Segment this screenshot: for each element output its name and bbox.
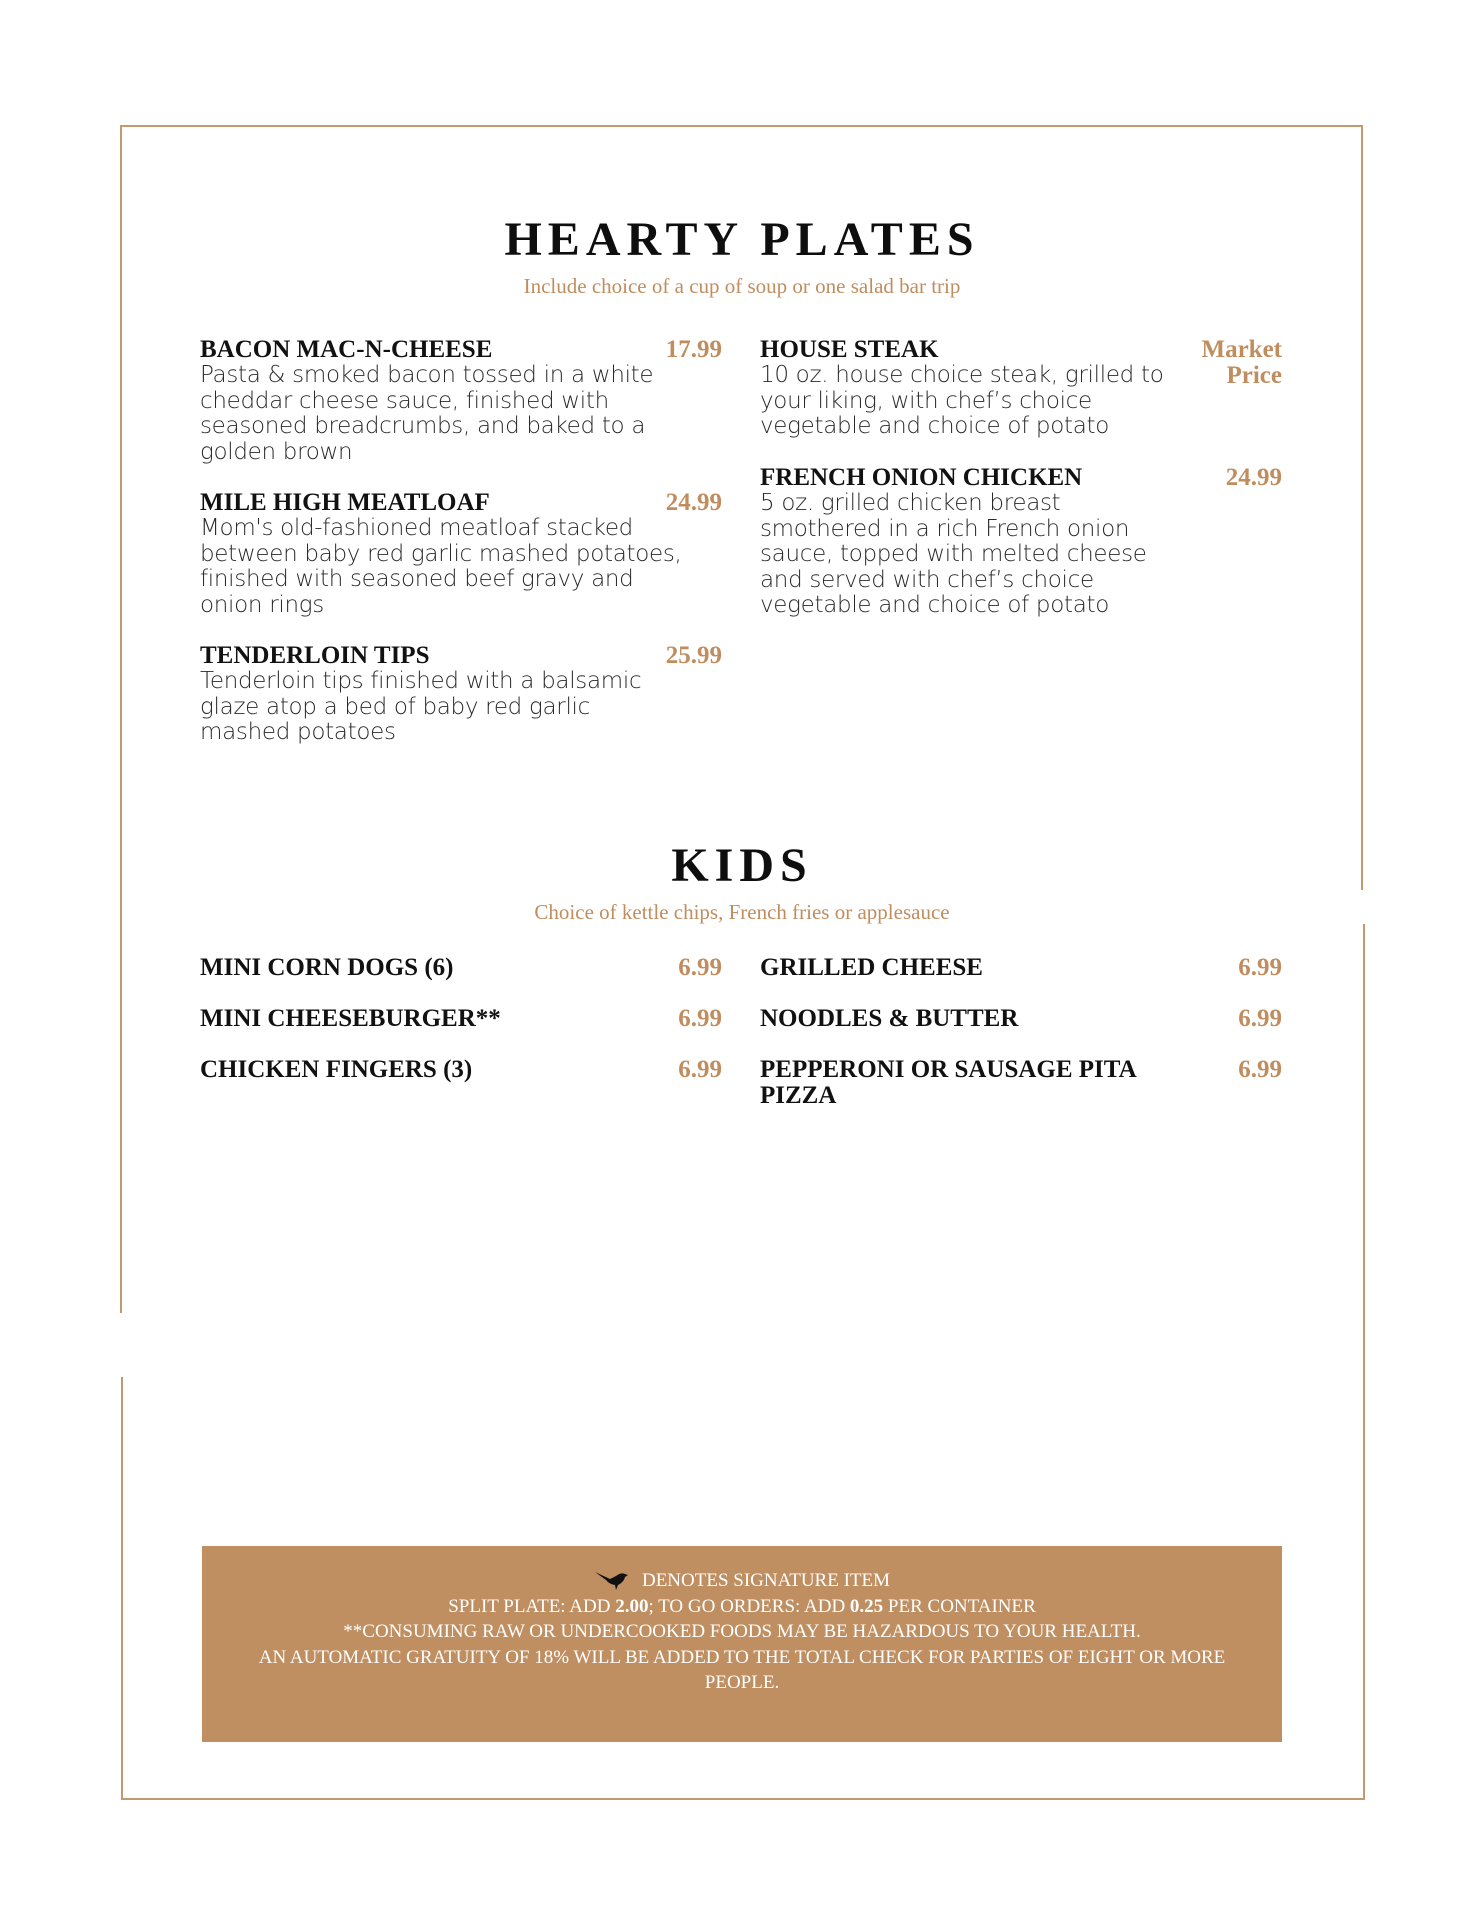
item-description: Mom's old-fashioned meatloaf stacked between baby red garlic mashed potatoes, finished with seasoned beef gravy and onion rings (200, 515, 682, 618)
item-price: 25.99 (665, 642, 722, 669)
item-price-line-1: Market (1201, 336, 1282, 363)
item-price: 6.99 (678, 1005, 722, 1032)
item-description: Tenderloin tips finished with a balsamic glaze atop a bed of baby red garlic mashed potatoes (200, 668, 642, 745)
to-go-amount: 0.25 (849, 1595, 884, 1617)
split-plate-label: SPLIT PLATE: ADD (448, 1595, 616, 1617)
split-plate-line (202, 1594, 1282, 1620)
item-price: 24.99 (1225, 464, 1282, 491)
frame-top-border (120, 125, 1362, 127)
item-price: 6.99 (1238, 1056, 1282, 1083)
pheasant-icon (594, 1568, 636, 1592)
menu-item-bacon-mac (200, 337, 722, 465)
item-price: 6.99 (1238, 1005, 1282, 1032)
menu-item-tenderloin-tips (200, 643, 722, 746)
kids-subtitle: Choice of kettle chips, French fries or applesauce (534, 900, 950, 924)
item-price (1201, 337, 1282, 389)
item-name: CHICKEN FINGERS (3) (200, 1056, 473, 1083)
hearty-plates-subtitle: Include choice of a cup of soup or one salad bar trip (523, 274, 961, 298)
menu-item-noodles-butter (760, 1006, 1282, 1032)
kids-title: KIDS (671, 839, 813, 892)
item-name: PEPPERONI OR SAUSAGE PITA PIZZA (760, 1056, 1136, 1109)
item-description: Pasta & smoked bacon tossed in a white cheddar cheese sauce, finished with seasoned breadcrumbs, and baked to a golden brown (200, 362, 654, 465)
split-plate-amount: 2.00 (615, 1595, 649, 1617)
frame-left-border-lower (121, 1377, 123, 1798)
item-name: GRILLED CHEESE (760, 954, 983, 981)
footer-notice-box (202, 1546, 1282, 1742)
hearty-plates-title: HEARTY PLATES (504, 213, 980, 266)
raw-food-warning: **CONSUMING RAW OR UNDERCOOKED FOODS MAY BE HAZARDOUS TO YOUR HEALTH. (343, 1621, 1141, 1642)
item-name: TENDERLOIN TIPS (200, 642, 430, 669)
item-description: 5 oz. grilled chicken breast smothered in a rich French onion sauce, topped with melted cheese and served with chef’s choice vegetable and choice of potato (760, 490, 1147, 618)
item-name: NOODLES & BUTTER (760, 1005, 1019, 1032)
item-name: MINI CORN DOGS (6) (200, 954, 454, 981)
item-price: 24.99 (665, 489, 722, 516)
item-price: 6.99 (1238, 954, 1282, 981)
menu-item-french-onion-chicken (760, 465, 1282, 619)
item-price: 17.99 (665, 336, 722, 363)
signature-legend-text: DENOTES SIGNATURE ITEM (641, 1570, 891, 1591)
item-name: MILE HIGH MEATLOAF (200, 489, 490, 516)
menu-item-grilled-cheese (760, 955, 1282, 981)
item-name: HOUSE STEAK (760, 336, 939, 363)
menu-item-chicken-fingers (200, 1057, 722, 1083)
menu-item-pita-pizza (760, 1057, 1282, 1109)
signature-legend (202, 1568, 1282, 1594)
to-go-suffix: PER CONTAINER (883, 1595, 1036, 1617)
menu-item-mini-cheeseburger (200, 1006, 722, 1032)
frame-bottom-border (121, 1798, 1365, 1800)
item-name: MINI CHEESEBURGER** (200, 1005, 501, 1032)
frame-left-border (120, 125, 122, 1313)
item-description: 10 oz. house choice steak, grilled to your liking, with chef’s choice vegetable and choice of potato (760, 362, 1164, 439)
item-price: 6.99 (678, 954, 722, 981)
menu-item-mini-corn-dogs (200, 955, 722, 981)
menu-item-house-steak (760, 337, 1282, 440)
item-name: BACON MAC-N-CHEESE (200, 336, 493, 363)
menu-item-meatloaf (200, 490, 722, 618)
item-price: 6.99 (678, 1056, 722, 1083)
item-name: FRENCH ONION CHICKEN (760, 464, 1083, 491)
item-price-line-2: Price (1226, 362, 1282, 389)
gratuity-notice: AN AUTOMATIC GRATUITY OF 18% WILL BE ADDED TO THE TOTAL CHECK FOR PARTIES OF EIGHT OR MORE PEOPLE. (258, 1646, 1226, 1693)
to-go-label: ; TO GO ORDERS: ADD (648, 1595, 850, 1617)
frame-right-border-lower (1363, 924, 1365, 1798)
